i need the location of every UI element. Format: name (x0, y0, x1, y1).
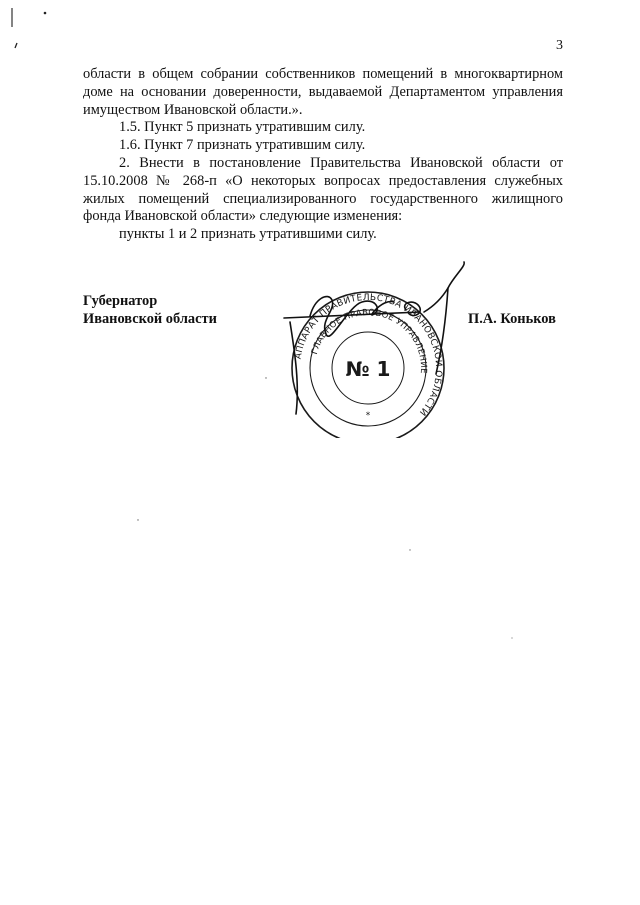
scan-margin-marks (0, 0, 60, 60)
signatory-title-line-1: Губернатор (83, 293, 158, 309)
paragraph-continuation: области в общем собрании собственников помещений в многоквартирном доме на основании доверенности, выдаваемой Департаментом управления имуществом Ивановской области.». (83, 66, 563, 118)
signatory-title (83, 292, 217, 328)
paragraph-item-1-6: 1.6. Пункт 7 признать утратившим силу. (119, 137, 366, 154)
stamp-inner-text: ГЛАВНОЕ ПРАВОВОЕ УПРАВЛЕНИЕ (309, 307, 429, 374)
paragraph-item-2-change: пункты 1 и 2 признать утратившими силу. (119, 226, 377, 243)
document-body (83, 66, 563, 244)
stamp-number: № 1 (345, 357, 391, 381)
paragraph-item-2: 2. Внести в постановление Правительства Ивановской области от 15.10.2008 № 268-п «О некоторых вопросах предоставления служебных жилых помещений специализированного государственного жилищного фонда Ивановской области» следующие изменения: (83, 154, 563, 225)
signatory-title-line-2: Ивановской области (83, 311, 217, 327)
paragraph-item-1-5: 1.5. Пункт 5 признать утратившим силу. (119, 119, 366, 136)
page-number: 3 (556, 38, 563, 53)
official-stamp (270, 258, 470, 438)
stamp-star-icon: * (365, 411, 371, 421)
stamp-ring-text: АППАРАТ ПРАВИТЕЛЬСТВА ИВАНОВСКОЙ ОБЛАСТИ (293, 292, 444, 418)
signatory-name: П.А. Коньков (468, 311, 556, 327)
